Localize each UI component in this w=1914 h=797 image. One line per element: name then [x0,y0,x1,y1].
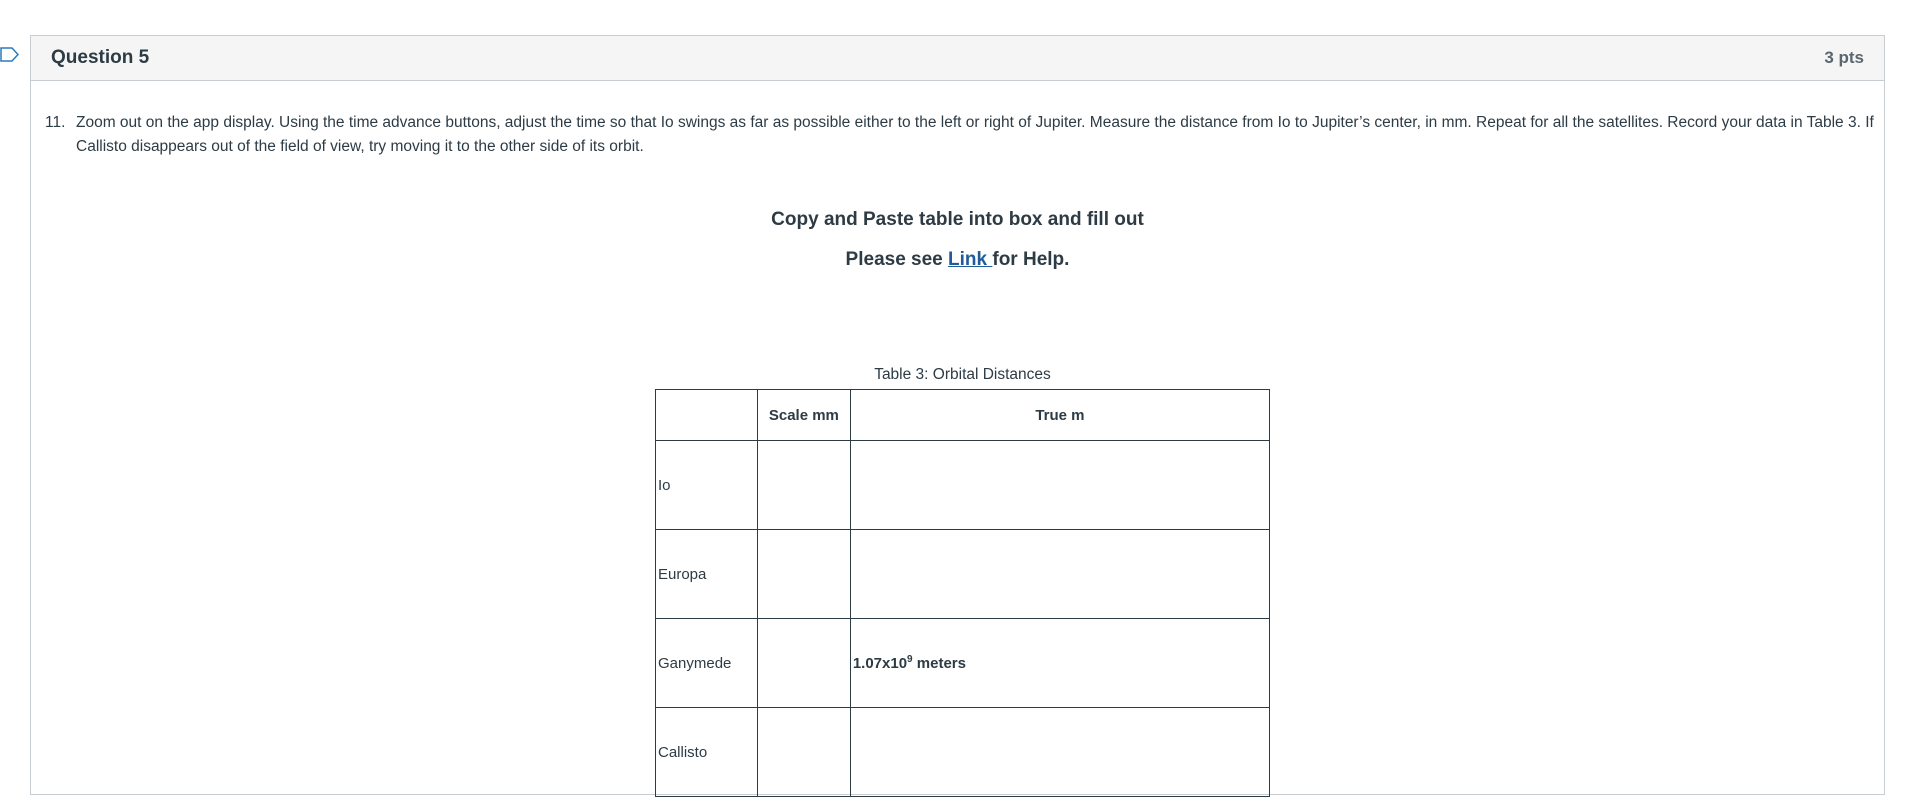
help-heading [31,249,1884,271]
instruction-item [45,111,1880,159]
scale-cell [757,530,850,619]
question-card [30,35,1885,795]
true-m-base: 1.07x10 [852,655,908,672]
scale-cell [757,441,850,530]
bookmark-flag-icon[interactable] [0,47,19,62]
satellite-name: Io [656,441,758,530]
true-m-cell [850,441,1269,530]
satellite-name: Europa [656,530,758,619]
column-header: True m [850,390,1269,441]
column-header [656,390,758,441]
table-header-row [656,390,1270,441]
question-points: 3 pts [1824,48,1864,67]
table-row [656,441,1270,530]
true-m-exponent: 9 [907,654,913,665]
scale-cell [757,619,850,708]
instruction-number: 11. [45,114,66,131]
table-heading: Copy and Paste table into box and fill out [771,209,1144,230]
help-prefix: Please see [845,249,943,270]
true-m-unit: meters [912,655,966,672]
help-link[interactable]: Link [948,249,993,270]
instruction-text: Zoom out on the app display. Using the time advance buttons, adjust the time so that Io swings as far as possible either to the left or right of Jupiter. Measure the distance from Io to Jupiter’s center, in mm. Repeat for all the satellites. Record your data in Table 3. If Callisto disappears out of the field of view, try moving it to the other side of its orbit. [76,114,1874,155]
scale-cell [757,708,850,797]
help-suffix: for Help. [992,249,1070,270]
satellite-name: Callisto [656,708,758,797]
table-row [656,619,1270,708]
table-row [656,708,1270,797]
question-header [31,36,1884,81]
true-m-cell [850,619,1269,708]
column-header: Scale mm [757,390,850,441]
table-caption: Table 3: Orbital Distances [874,366,1051,383]
satellite-name: Ganymede [656,619,758,708]
true-m-cell [850,530,1269,619]
true-m-cell [850,708,1269,797]
orbital-distances-table [655,389,1270,797]
table-row [656,530,1270,619]
question-title: Question 5 [51,47,150,68]
